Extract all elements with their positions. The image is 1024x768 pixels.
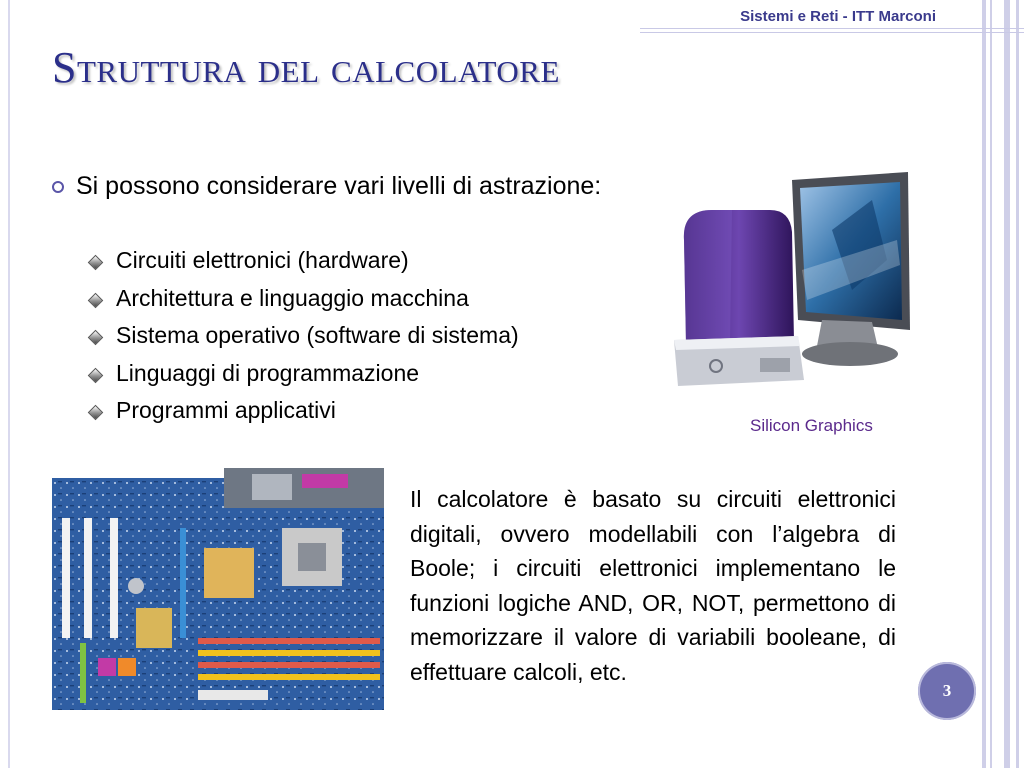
right-border-line <box>990 0 992 768</box>
slide-title: Struttura del calcolatore <box>52 43 560 92</box>
list-item <box>86 392 519 430</box>
diamond-bullet-icon <box>88 292 104 308</box>
motherboard-image <box>52 468 384 710</box>
diamond-bullet-icon <box>88 405 104 421</box>
ring-bullet-icon <box>52 181 64 193</box>
right-border-line <box>1016 0 1019 768</box>
diamond-bullet-icon <box>88 330 104 346</box>
header-rule <box>640 32 1024 33</box>
list-item-label: Circuiti elettronici (hardware) <box>116 247 409 273</box>
list-item <box>86 280 519 318</box>
list-item-label: Programmi applicativi <box>116 397 336 423</box>
list-item <box>86 355 519 393</box>
abstraction-levels-list <box>86 242 519 430</box>
image-caption: Silicon Graphics <box>750 416 873 435</box>
right-border-line <box>982 0 986 768</box>
description-paragraph: Il calcolatore è basato su circuiti elettronici digitali, ovvero modellabili con l’algebra di Boole; i circuiti elettronici implementano le funzioni logiche AND, OR, NOT, permettono di memorizzare il valore di variabili booleane, di effettuare calcoli, etc. <box>410 486 896 685</box>
right-border-line <box>1004 0 1010 768</box>
list-item <box>86 242 519 280</box>
left-border-line <box>8 0 10 768</box>
diamond-bullet-icon <box>88 255 104 271</box>
list-item <box>86 317 519 355</box>
header-rule <box>640 28 1024 29</box>
main-bullet <box>52 170 642 202</box>
list-item-label: Sistema operativo (software di sistema) <box>116 322 519 348</box>
main-bullet-text: Si possono considerare vari livelli di astrazione: <box>76 172 602 200</box>
course-header: Sistemi e Reti - ITT Marconi <box>740 8 936 25</box>
diamond-bullet-icon <box>88 367 104 383</box>
list-item-label: Linguaggi di programmazione <box>116 359 420 386</box>
sgi-workstation-image <box>672 170 914 388</box>
page-number-badge: 3 <box>918 662 976 720</box>
list-item-label: Architettura e linguaggio macchina <box>116 284 469 311</box>
